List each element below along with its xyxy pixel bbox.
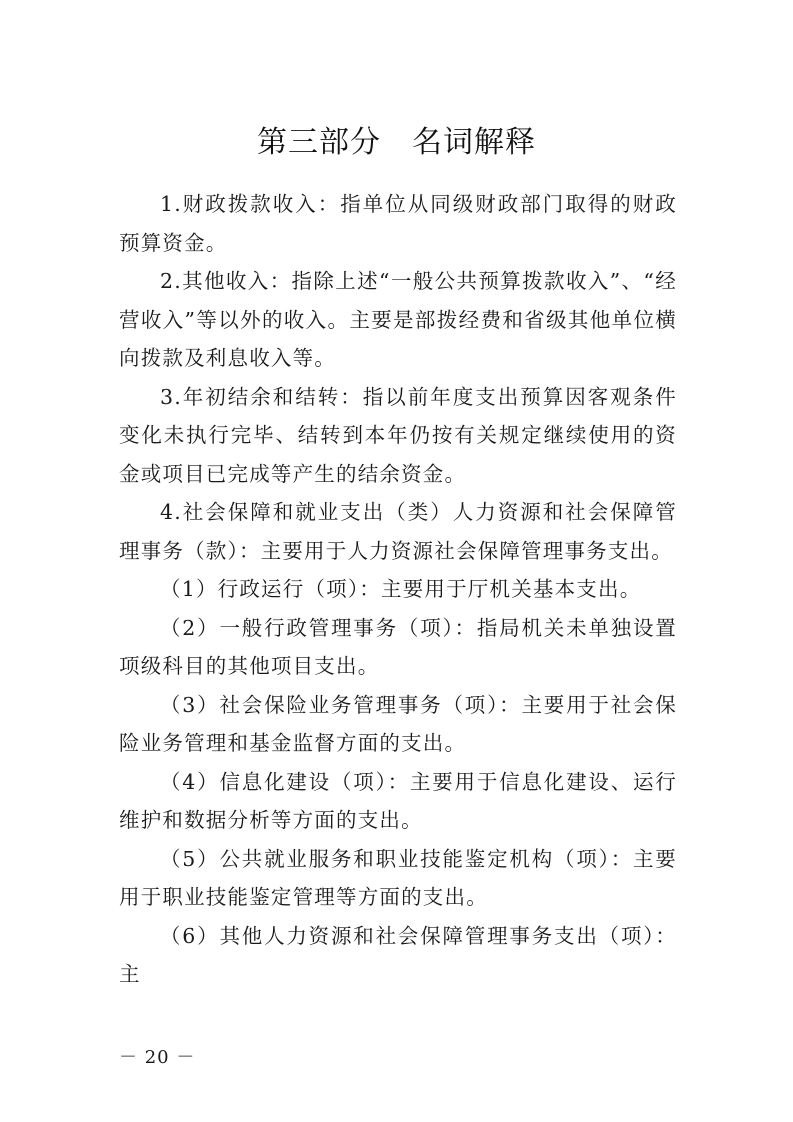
- document-body: [119, 185, 677, 994]
- paragraph-4-1: （1）行政运行（项）：主要用于厅机关基本支出。: [160, 577, 642, 601]
- paragraph-1: 1.财政拨款收入：指单位从同级财政部门取得的财政预算资金。: [119, 192, 677, 255]
- paragraph-4-4: （4）信息化建设（项）：主要用于信息化建设、运行维护和数据分析等方面的支出。: [119, 769, 677, 832]
- paragraph-4-3: （3）社会保险业务管理事务（项）：主要用于社会保险业务管理和基金监督方面的支出。: [119, 692, 677, 755]
- page-title: 第三部分 名词解释: [257, 125, 536, 161]
- paragraph-4-5: （5）公共就业服务和职业技能鉴定机构（项）：主要用于职业技能鉴定管理等方面的支出。: [119, 846, 677, 909]
- paragraph-4-2: （2）一般行政管理事务（项）：指局机关未单独设置项级科目的其他项目支出。: [119, 615, 677, 678]
- page-number: － 20 －: [119, 1047, 196, 1068]
- paragraph-3: 3.年初结余和结转：指以前年度支出预算因客观条件变化未执行完毕、结转到本年仍按有关规定继续使用的资金或项目已完成等产生的结余资金。: [119, 384, 677, 486]
- paragraph-2: 2.其他收入：指除上述“一般公共预算拨款收入”、“经营收入”等以外的收入。主要是部拨经费和省级其他单位横向拨款及利息收入等。: [119, 269, 677, 370]
- paragraph-4-6: （6）其他人力资源和社会保障管理事务支出（项）：主: [119, 923, 677, 986]
- paragraph-4: 4.社会保障和就业支出（类）人力资源和社会保障管理事务（款）：主要用于人力资源社会保障管理事务支出。: [119, 500, 677, 563]
